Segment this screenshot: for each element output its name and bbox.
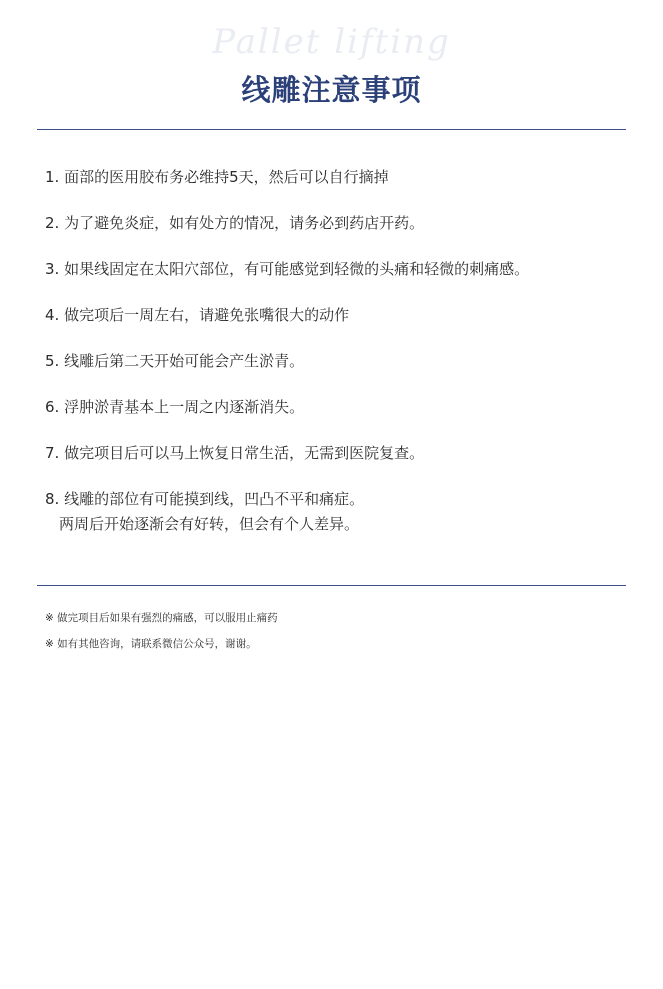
note-item-3: 3. 如果线固定在太阳穴部位，有可能感觉到轻微的头痛和轻微的刺痛感。 <box>45 260 530 278</box>
footnote-contact: ※ 如有其他咨询，请联系微信公众号，谢谢。 <box>45 638 257 650</box>
note-item-8-continuation: 两周后开始逐渐会有好转，但会有个人差异。 <box>59 515 360 533</box>
note-item-2: 2. 为了避免炎症，如有处方的情况，请务必到药店开药。 <box>45 214 425 232</box>
note-item-6: 6. 浮肿淤青基本上一周之内逐渐消失。 <box>45 398 305 416</box>
bottom-divider <box>37 585 626 586</box>
note-item-7: 7. 做完项目后可以马上恢复日常生活，无需到医院复查。 <box>45 444 425 462</box>
note-item-4: 4. 做完项后一周左右，请避免张嘴很大的动作 <box>45 306 350 324</box>
footnotes <box>45 609 645 661</box>
top-divider <box>37 129 626 130</box>
note-item-1: 1. 面部的医用胶布务必维持5天，然后可以自行摘掉 <box>45 168 389 186</box>
note-item-5: 5. 线雕后第二天开始可能会产生淤青。 <box>45 352 305 370</box>
page-title: 线雕注意事项 <box>241 73 422 107</box>
note-item-8: 8. 线雕的部位有可能摸到线，凹凸不平和痛症。 <box>45 490 365 508</box>
footnote-painkiller: ※ 做完项目后如果有强烈的痛感，可以服用止痛药 <box>45 612 278 624</box>
watermark-text: Pallet lifting <box>212 22 451 62</box>
notes-list <box>45 165 645 558</box>
